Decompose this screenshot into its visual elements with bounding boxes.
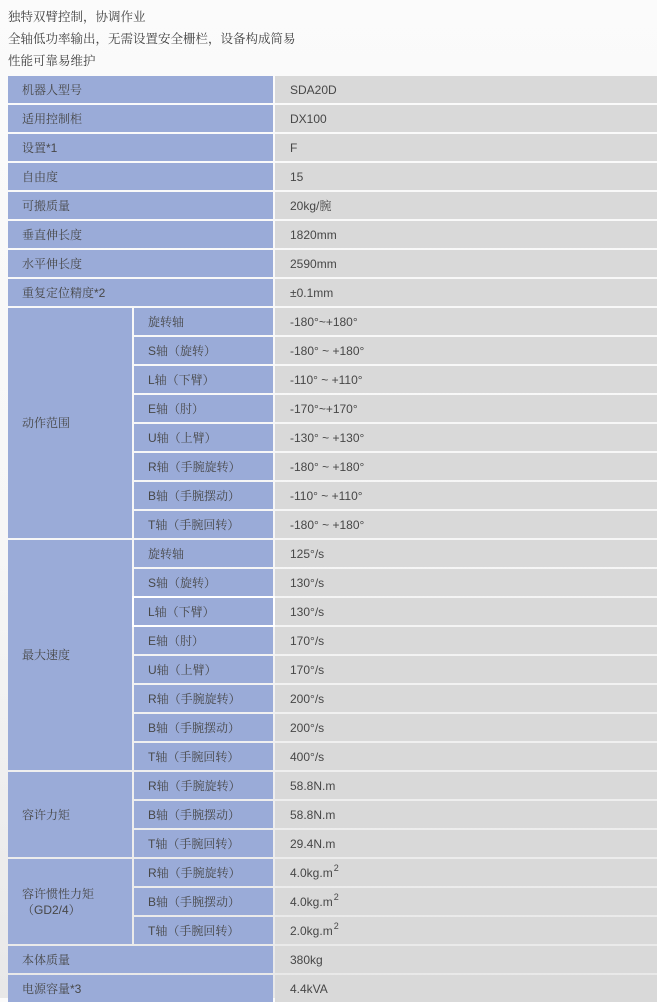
axis-label-cell: U轴（上臂） <box>134 424 273 451</box>
intro-text <box>0 0 657 72</box>
spec-label-cell: 电源容量*3 <box>8 975 273 1002</box>
spec-value-text: 170°/s <box>290 633 325 648</box>
group-label-line1: 容许惯性力矩 <box>22 886 95 901</box>
axis-label-cell: S轴（旋转） <box>134 569 273 596</box>
axis-label-cell: R轴（手腕旋转） <box>134 685 273 712</box>
spec-value-cell <box>275 859 657 886</box>
axis-label-cell: R轴（手腕旋转） <box>134 453 273 480</box>
spec-value-cell <box>275 569 657 596</box>
spec-label-cell: 适用控制柜 <box>8 105 273 132</box>
intro-line-1: 独特双臂控制，协调作业 <box>8 10 146 24</box>
spec-value-cell <box>275 917 657 944</box>
spec-value-text: 170°/s <box>290 662 325 677</box>
spec-value-text: 200°/s <box>290 720 325 735</box>
group-label-cell <box>8 772 132 857</box>
spec-value-cell: 4.4kVA <box>275 975 657 1002</box>
axis-label-cell: R轴（手腕旋转） <box>134 859 273 886</box>
axis-label-cell: L轴（下臂） <box>134 366 273 393</box>
axis-label-cell: E轴（肘） <box>134 395 273 422</box>
spec-value-text: 400°/s <box>290 749 325 764</box>
spec-value-cell <box>275 888 657 915</box>
group-label-cell <box>8 540 132 770</box>
spec-value-text: 4.0kg.m <box>290 894 333 909</box>
spec-value-cell <box>275 540 657 567</box>
unit-superscript: 2 <box>333 891 339 902</box>
spec-value-text: 4.0kg.m <box>290 865 333 880</box>
group-label-cell <box>8 859 132 944</box>
axis-label-cell: B轴（手腕摆动） <box>134 482 273 509</box>
spec-value-cell: SDA20D <box>275 76 657 103</box>
spec-value-cell: F <box>275 134 657 161</box>
axis-label-cell: B轴（手腕摆动） <box>134 714 273 741</box>
spec-value-cell: DX100 <box>275 105 657 132</box>
axis-label-cell: T轴（手腕回转） <box>134 743 273 770</box>
group-label-line1: 动作范围 <box>22 416 71 430</box>
spec-value-cell <box>275 656 657 683</box>
spec-value-cell <box>275 366 657 393</box>
spec-value-cell: 20kg/腕 <box>275 192 657 219</box>
spec-value-cell <box>275 714 657 741</box>
intro-line-3: 性能可靠易维护 <box>8 54 96 68</box>
spec-value-cell <box>275 598 657 625</box>
group-label-line1: 最大速度 <box>22 648 71 662</box>
spec-value-cell <box>275 743 657 770</box>
group-label-line2: （GD2/4） <box>22 902 81 917</box>
axis-label-cell: T轴（手腕回转） <box>134 511 273 538</box>
spec-value-text: -180°~+180° <box>290 314 358 329</box>
unit-superscript: 2 <box>333 920 339 931</box>
spec-value-cell <box>275 482 657 509</box>
spec-value-text: -180° ~ +180° <box>290 343 365 358</box>
group-label-line1: 容许力矩 <box>22 807 71 822</box>
spec-table <box>8 76 657 1002</box>
spec-value-text: 130°/s <box>290 604 325 619</box>
spec-value-text: 125°/s <box>290 546 325 561</box>
spec-value-cell <box>275 772 657 799</box>
spec-label-cell: 自由度 <box>8 163 273 190</box>
spec-value-cell: 15 <box>275 163 657 190</box>
spec-value-text: 130°/s <box>290 575 325 590</box>
spec-label-cell: 水平伸长度 <box>8 250 273 277</box>
spec-value-text: 58.8N.m <box>290 807 336 822</box>
axis-label-cell: S轴（旋转） <box>134 337 273 364</box>
spec-value-cell <box>275 511 657 538</box>
axis-label-cell: U轴（上臂） <box>134 656 273 683</box>
spec-label-cell: 本体质量 <box>8 946 273 973</box>
spec-label-cell: 机器人型号 <box>8 76 273 103</box>
spec-value-text: 200°/s <box>290 691 325 706</box>
spec-value-cell: ±0.1mm <box>275 279 657 306</box>
unit-superscript: 2 <box>333 862 339 873</box>
spec-value-text: 2.0kg.m <box>290 923 333 938</box>
axis-label-cell: E轴（肘） <box>134 627 273 654</box>
spec-value-text: -110° ~ +110° <box>290 488 363 503</box>
spec-value-text: 58.8N.m <box>290 778 336 793</box>
spec-value-cell <box>275 453 657 480</box>
spec-value-cell <box>275 627 657 654</box>
spec-label-cell: 垂直伸长度 <box>8 221 273 248</box>
spec-value-cell <box>275 801 657 828</box>
spec-value-cell <box>275 395 657 422</box>
spec-value-text: -180° ~ +180° <box>290 517 365 532</box>
axis-label-cell: 旋转轴 <box>134 540 273 567</box>
spec-value-cell <box>275 830 657 857</box>
spec-value-cell <box>275 424 657 451</box>
spec-value-cell: 1820mm <box>275 221 657 248</box>
intro-line-2: 全轴低功率输出，无需设置安全栅栏，设备构成简易 <box>8 32 296 46</box>
group-label-cell <box>8 308 132 538</box>
spec-label-cell: 设置*1 <box>8 134 273 161</box>
spec-value-cell <box>275 308 657 335</box>
spec-value-text: -180° ~ +180° <box>290 459 365 474</box>
spec-label-cell: 可搬质量 <box>8 192 273 219</box>
spec-value-text: 29.4N.m <box>290 836 336 851</box>
axis-label-cell: B轴（手腕摆动） <box>134 888 273 915</box>
axis-label-cell: 旋转轴 <box>134 308 273 335</box>
spec-value-cell: 2590mm <box>275 250 657 277</box>
axis-label-cell: B轴（手腕摆动） <box>134 801 273 828</box>
axis-label-cell: L轴（下臂） <box>134 598 273 625</box>
spec-value-text: -130° ~ +130° <box>290 430 365 445</box>
axis-label-cell: R轴（手腕旋转） <box>134 772 273 799</box>
spec-value-text: -170°~+170° <box>290 401 358 416</box>
spec-value-text: -110° ~ +110° <box>290 372 363 387</box>
axis-label-cell: T轴（手腕回转） <box>134 830 273 857</box>
spec-label-cell: 重复定位精度*2 <box>8 279 273 306</box>
axis-label-cell: T轴（手腕回转） <box>134 917 273 944</box>
spec-value-cell <box>275 337 657 364</box>
spec-value-cell <box>275 685 657 712</box>
spec-value-cell: 380kg <box>275 946 657 973</box>
